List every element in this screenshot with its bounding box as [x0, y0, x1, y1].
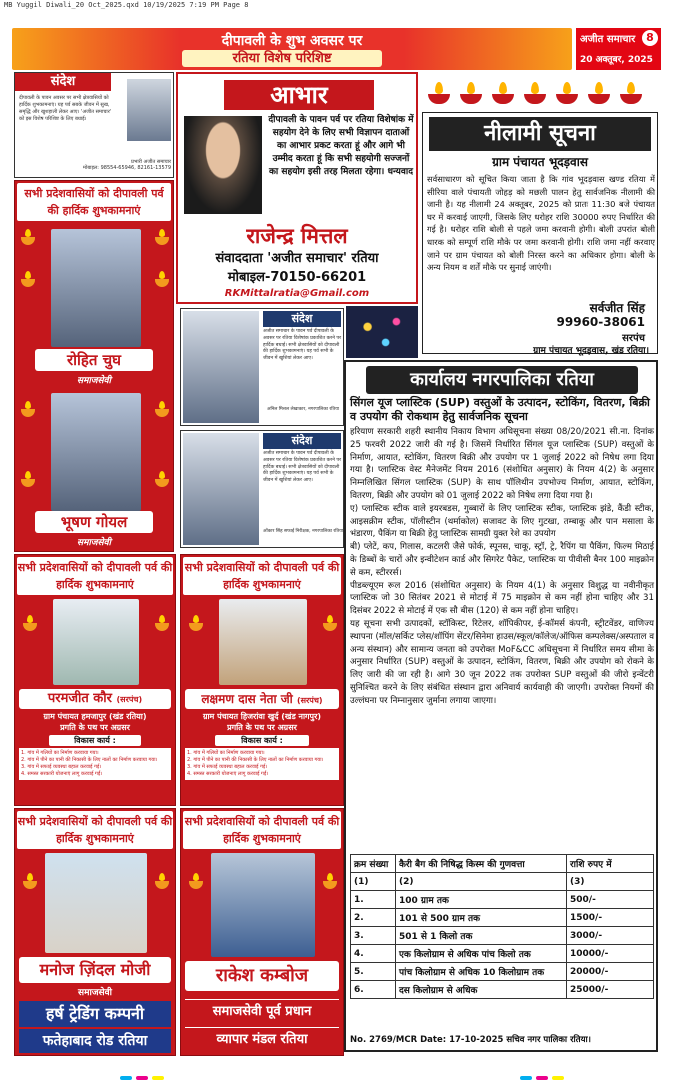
table-cell: 3000/-	[567, 927, 654, 945]
registration-mark	[152, 1076, 164, 1080]
table-row	[351, 909, 654, 927]
table-cell: (1)	[351, 873, 396, 891]
diya-icon	[189, 873, 203, 889]
manoj-shop: हर्ष ट्रेडिंग कम्पनी	[19, 1001, 171, 1027]
diya-icon	[21, 271, 35, 287]
diya-icon	[155, 471, 169, 487]
table-cell: 5.	[351, 963, 396, 981]
table-cell: 10000/-	[567, 945, 654, 963]
reporter-email[interactable]: RKMittalratia@Gmail.com	[224, 288, 370, 299]
sandesh-title: संदेश	[15, 73, 111, 91]
manoj-photo	[45, 853, 147, 953]
diya-icon	[155, 229, 169, 245]
rohit-photo	[51, 229, 141, 347]
auction-sig-title: सरपंच	[622, 333, 645, 344]
diya-icon	[21, 229, 35, 245]
rakesh-name: राकेश कम्बोज	[185, 961, 339, 991]
greeting-ad-manoj	[14, 808, 176, 1056]
notice-footer: No. 2769/MCR Date: 17-10-2025 सचिव नगर पालिका रतिया।	[350, 1035, 591, 1045]
paramjeet-name: परमजीत कौर (सरपंच)	[19, 689, 171, 709]
notice-body	[350, 426, 654, 708]
greeting-heading: सभी प्रदेशवासियों को दीपावली पर्व की हार्दिक शुभकामनाएं	[17, 557, 173, 595]
table-cell: दस किलोग्राम से अधिक	[396, 981, 567, 999]
municipal-notice	[344, 360, 658, 1052]
diya-icon	[155, 615, 169, 631]
diya-icon	[21, 401, 35, 417]
person-photo	[183, 433, 259, 545]
table-header-row	[351, 855, 654, 873]
diya-icon	[492, 82, 514, 104]
sandesh-title: संदेश	[263, 311, 341, 327]
auction-notice	[422, 112, 658, 354]
table-index-row	[351, 873, 654, 891]
sandesh-top	[14, 72, 174, 178]
greeting-ad-lakshman	[180, 554, 344, 806]
sandesh-body: अजीत समाचार के पावन पर्व दीपावली के अवसर पर रतिया विशेषांक प्रकाशित करने पर हार्दिक बधाई। सभी क्षेत्रवासियों को दीपावली की हार्दिक शुभकामनाएं। यह पर्व सभी के जीवन में खुशियां लेकर आए।	[263, 329, 342, 362]
table-cell: 500/-	[567, 891, 654, 909]
auction-sig-org: ग्राम पंचायत भूदड़वास, खंड रतिया।	[533, 346, 649, 356]
table-cell: 3.	[351, 927, 396, 945]
table-cell: एक किलोग्राम से अधिक पांच किलो तक	[396, 945, 567, 963]
notice-para: यह सूचना सभी उत्पादकों, स्टॉकिस्ट, रिटेलर, शॉपिकीपर, ई-कॉमर्स कंपनी, स्ट्रीटवेंडर, वाणिज्य स्थापना (मॉल/सर्किट प्लेस/शॉपिंग सेंटर/सिनेमा हाउस/स्कूल/कॉलेज/ऑफिस कम्पलेक्स/अस्पताल व अन्य संस्थान) और सामान्य जनता को उपरोक्त MoF&CC अधिसूचना में निर्धारित समय सीमा के अनुसार निर्धारित (SUP) वस्तुओं के उत्पादन, स्टोकिंग, वितरण, बिक्री और उपयोग को रोकने के लिए जारी की जा रही है। आगे 30 जून 2022 तक उपरोक्त SUP वस्तुओं की जीरो इन्वेंटरी सुनिश्चित करने के लिए संबंधित संस्थान द्वारा अनिवार्य कार्यवाही की जाएगी। उपरोक्त नियमों की उल्लंघना पर निम्नानुसार जुर्माना लगाया जाएगा।	[350, 618, 654, 706]
table-cell: 1.	[351, 891, 396, 909]
diya-icon	[323, 615, 337, 631]
diya-icon	[155, 271, 169, 287]
greeting-heading: सभी प्रदेशवासियों को दीपावली पर्व की हार्दिक शुभकामनाएं	[183, 557, 341, 595]
table-row	[351, 891, 654, 909]
diya-icon	[428, 82, 450, 104]
rakesh-line1: समाजसेवी पूर्व प्रधान	[185, 999, 339, 1024]
table-cell: पांच किलोग्राम से अधिक 10 किलोग्राम तक	[396, 963, 567, 981]
bhushan-name: भूषण गोयल	[35, 511, 153, 533]
aabhar-message: दीपावली के पावन पर्व पर रतिया विशेषांक में सहयोग देने के लिए सभी विज्ञापन दाताओं का आभार प्रकट करता हूं और आगे भी उम्मीद करता हूं कि सभी सहयोगी सज्जनों का सहयोग इसी तरह मिलता रहेगा। धन्यवाद	[268, 115, 414, 177]
sandesh-title: संदेश	[263, 433, 341, 449]
rohit-tag: समाजसेवी	[77, 376, 111, 386]
table-cell: 25000/-	[567, 981, 654, 999]
registration-mark	[520, 1076, 532, 1080]
greeting-heading: सभी प्रदेशवासियों को दीपावली पर्व की हार्दिक शुभकामनाएं	[183, 811, 341, 849]
registration-mark	[120, 1076, 132, 1080]
notice-para: ए) प्लास्टिक स्टीक वाले इयरबडस, गुब्बारों के लिए प्लास्टिक स्टीक, प्लास्टिक झंडे, कैंडी स्टीक, आइसक्रीम स्टीक, पॉलीस्टीन (थर्माकोल) सजावट के लिए गुटखा, तम्बाकू और पान मसाला के भंडारण, पैकिंग या बिक्री हेतु प्लास्टिक सामग्री युक्त रेशे का उपयोग	[350, 503, 654, 540]
person-photo	[183, 311, 259, 423]
diya-icon	[524, 82, 546, 104]
reporter-photo	[184, 116, 262, 214]
sandesh-mid1	[180, 308, 344, 426]
paramjeet-motto: प्रगति के पथ पर अग्रसर	[60, 723, 130, 732]
paramjeet-works: 1. गांव में गलियों का निर्माण करवाया गया। 2. गांव में पीने का पानी की निकासी के लिए नालों का निर्माण करवाया गया। 3. गांव में सफाई व्यवस्था बहाल करवाई गई। 4. समस्त सरकारी योजनाएं लागू करवाई गईं।	[19, 748, 171, 780]
registration-mark	[536, 1076, 548, 1080]
rohit-name: रोहित चुघ	[35, 349, 153, 371]
sandesh-body: अजीत समाचार के पावन पर्व दीपावली के अवसर पर रतिया विशेषांक प्रकाशित करने पर हार्दिक बधाई। सभी क्षेत्रवासियों को दीपावली की हार्दिक शुभकामनाएं। यह पर्व सभी के जीवन में खुशियां लेकर आए।	[263, 451, 342, 484]
greeting-ad-rakesh	[180, 808, 344, 1056]
table-cell: 2.	[351, 909, 396, 927]
diya-icon	[23, 615, 37, 631]
table-row	[351, 963, 654, 981]
manoj-name: मनोज ज़िंदल मोजी	[19, 957, 171, 983]
table-cell: (3)	[567, 873, 654, 891]
paramjeet-works-title: विकास कार्य :	[49, 735, 141, 746]
table-header: क्रम संख्या	[351, 855, 396, 873]
diya-icon	[21, 471, 35, 487]
diya-icon	[620, 82, 642, 104]
manoj-address: फतेहाबाद रोड रतिया	[19, 1029, 171, 1053]
sandesh-signature: अनिल मित्तल लेखाकार, नगरपालिका रतिया	[267, 407, 339, 412]
table-cell: 501 से 1 किलो तक	[396, 927, 567, 945]
rakesh-photo	[211, 853, 315, 957]
table-row	[351, 945, 654, 963]
diya-icon	[460, 82, 482, 104]
bhushan-photo	[51, 393, 141, 511]
table-cell: 6.	[351, 981, 396, 999]
table-header: कैरी बैग की निषिद्ध किस्म की गुणवत्ता	[396, 855, 567, 873]
greeting-ad-rohit-bhushan	[14, 180, 174, 552]
auction-sig-name: सर्वजीत सिंह	[589, 301, 645, 315]
table-cell: 20000/-	[567, 963, 654, 981]
diya-icon	[155, 401, 169, 417]
reporter-name: राजेन्द्र मित्तल	[246, 224, 348, 248]
banner-line1: दीपावली के शुभ अवसर पर	[221, 33, 363, 49]
masthead-date: 20 अक्तूबर, 2025	[580, 55, 653, 65]
auction-body: सर्वसाधारण को सूचित किया जाता है कि गांव भूदड़वास खण्ड रतिया में सीरिया वाले पंचायती जोहड़ को मछली पालन हेतु सार्वजनिक नीलामी की जानी है। यह नीलामी 24 अक्तूबर, 2025 को प्रातः 11:30 बजे पंचायत घर में करवाई जाएगी, जिसके लिए धरोहर राशि 30000 रुपए निर्धारित की गई है। धरोहर राशि बोली से पहले जमा करवानी होगी। बोली उपरांत बोली धारक को सम्पूर्ण राशि मौके पर जमा करवानी होगी। राशि जमा नहीं करवाए जाने पर ग्राम पंचायत को बोली निरस्त करने का अधिकार होगा। बोली के अन्य नियम व शर्तें मौके पर सुनाई जाएंगी।	[427, 174, 655, 273]
fine-table	[350, 854, 654, 999]
manoj-tag: समाजसेवी	[78, 988, 112, 998]
table-row	[351, 981, 654, 999]
aabhar-box	[176, 72, 418, 304]
table-cell: 1500/-	[567, 909, 654, 927]
table-header: राशि रुपए में	[567, 855, 654, 873]
notice-para: बी) प्लेटें, कप, गिलास, कटलरी जैसे फोर्क, स्पूनस, चाकू, स्ट्रॉ, ट्रे, रैपिंग या पैकिंग, फिल्म मिठाई के डिब्बों के चारों और इन्वीटेशन कार्ड और सिगरेट पैकेट, प्लास्टिक या पीवीसी बैनर 100 माइक्रोन से कम, स्टीररर्स।	[350, 542, 654, 578]
bhushan-tag: समाजसेवी	[77, 538, 111, 548]
paramjeet-org: ग्राम पंचायत हमजापुर (खंड रतिया)	[43, 712, 147, 721]
notice-para: हरियाण सरकारी शहरी स्थानीय निकाय विभाग अधिसूचना संख्या 08/20/2021 सी.ना. दिनांक 25 फरवरी 2022 जारी की गई है। जिसमें निर्धारित सिंगल यूज प्लास्टिक (SUP) वस्तुओं के निर्माण, आयात, स्टोकिंग, वितरण बिक्री और उपयोग पर 1 जुलाई 2022 को निषेध लगा दिया गया है। प्लास्टिक वेस्ट मैनेजमेंट नियम 2016 (संशोधित अनुसार) के नियम 4(2) के अनुसार निम्नलिखित सिंगल प्लास्टिक (SUP) के साथ पॉलिथीन उपभोज्य निर्माण, आयात, स्टोकिंग, वितरण, बिक्री और उपयोग को 01 जुलाई 2022 को निषेध लगा दिया गया है।	[350, 427, 654, 501]
auction-heading: नीलामी सूचना	[429, 117, 651, 151]
reporter-mobile: मोबाइल-70150-66201	[227, 270, 367, 285]
sandesh-signature: प्रभारी अजीत समाचार मोबाइल: 98554-65946, 82161-13579	[83, 159, 171, 171]
lakshman-works: 1. गांव में गलियों का निर्माण करवाया गया। 2. गांव में पीने का पानी की निकासी के लिए नालों का निर्माण करवाया गया। 3. गांव में सफाई व्यवस्था बहाल करवाई गई। 4. समस्त सरकारी योजनाएं लागू करवाई गईं।	[185, 748, 339, 780]
auction-subheading: ग्राम पंचायत भूदड़वास	[492, 155, 588, 169]
greeting-heading: सभी प्रदेशवासियों को दीपावली पर्व की हार्दिक शुभकामनाएं	[17, 811, 173, 849]
notice-heading: कार्यालय नगरपालिका रतिया	[366, 366, 638, 394]
table-cell: 101 से 500 ग्राम तक	[396, 909, 567, 927]
person-photo	[127, 79, 171, 141]
diya-icon	[588, 82, 610, 104]
diya-icon	[23, 873, 37, 889]
lakshman-photo	[219, 599, 307, 685]
file-header: MB Yuggil Diwali_20 Oct_2025.qxd 10/19/2025 7:19 PM Page 8	[4, 1, 249, 9]
lakshman-org: ग्राम पंचायत हिजरांवा खुर्द (खंड नागपुर)	[202, 712, 322, 721]
greeting-ad-paramjeet	[14, 554, 176, 806]
page-number: 8	[642, 30, 658, 46]
table-cell: 4.	[351, 945, 396, 963]
aabhar-heading: आभार	[224, 80, 374, 110]
auction-sig-phone: 99960-38061	[556, 315, 645, 329]
diya-icon	[323, 873, 337, 889]
fireworks-image	[346, 306, 418, 358]
diya-icon	[556, 82, 578, 104]
notice-subheading: सिंगल यूज प्लास्टिक (SUP) वस्तुओं के उत्पादन, स्टोकिंग, वितरण, बिक्री व उपयोग की रोकथाम हेतु सार्वजनिक सूचना	[350, 396, 650, 423]
diya-icon	[155, 873, 169, 889]
table-cell: (2)	[396, 873, 567, 891]
diya-strip	[422, 74, 658, 108]
sandesh-mid2	[180, 430, 344, 548]
registration-mark	[552, 1076, 564, 1080]
table-row	[351, 927, 654, 945]
sandesh-signature: ओंकार सिंह सफाई निरीक्षक, नगरपालिका रतिया	[263, 529, 343, 534]
paramjeet-photo	[53, 599, 139, 685]
lakshman-name: लक्षमण दास नेता जी (सरपंच)	[185, 689, 339, 709]
rakesh-line2: व्यापार मंडल रतिया	[185, 1027, 339, 1052]
sandesh-body: दीपावली के पावन अवसर पर सभी क्षेत्रवासियों को हार्दिक शुभकामनाएं। यह पर्व सबके जीवन में सुख, समृद्धि और खुशहाली लेकर आए। 'अजीत समाचार' को इस विशेष परिशिष्ट के लिए बधाई।	[19, 95, 112, 122]
notice-para: पीडब्ल्यूएम रूल 2016 (संशोधित अनुसार) के नियम 4(1) के अनुसार विशुद्ध या नवीनीकृत प्लास्टिक जो 30 सितंबर 2021 से मोटाई में 75 माइक्रोन से कम नहीं होना चाहिए और 31 दिसंबर 2022 से मोटाई में एक सौ बीस (120) से कम नहीं होना चाहिए।	[350, 580, 654, 617]
lakshman-works-title: विकास कार्य :	[215, 735, 309, 746]
reporter-role: संवाददाता 'अजीत समाचार' रतिया	[215, 251, 379, 266]
registration-mark	[136, 1076, 148, 1080]
banner-line2: रतिया विशेष परिशिष्ट	[182, 50, 382, 67]
table-cell: 100 ग्राम तक	[396, 891, 567, 909]
greeting-heading: सभी प्रदेशवासियों को दीपावली पर्व की हार्दिक शुभकामनाएं	[17, 183, 171, 221]
lakshman-motto: प्रगति के पथ पर अग्रसर	[227, 723, 297, 732]
diya-icon	[189, 615, 203, 631]
festival-banner	[12, 28, 572, 70]
masthead	[576, 28, 661, 70]
masthead-name: अजीत समाचार	[580, 34, 636, 45]
